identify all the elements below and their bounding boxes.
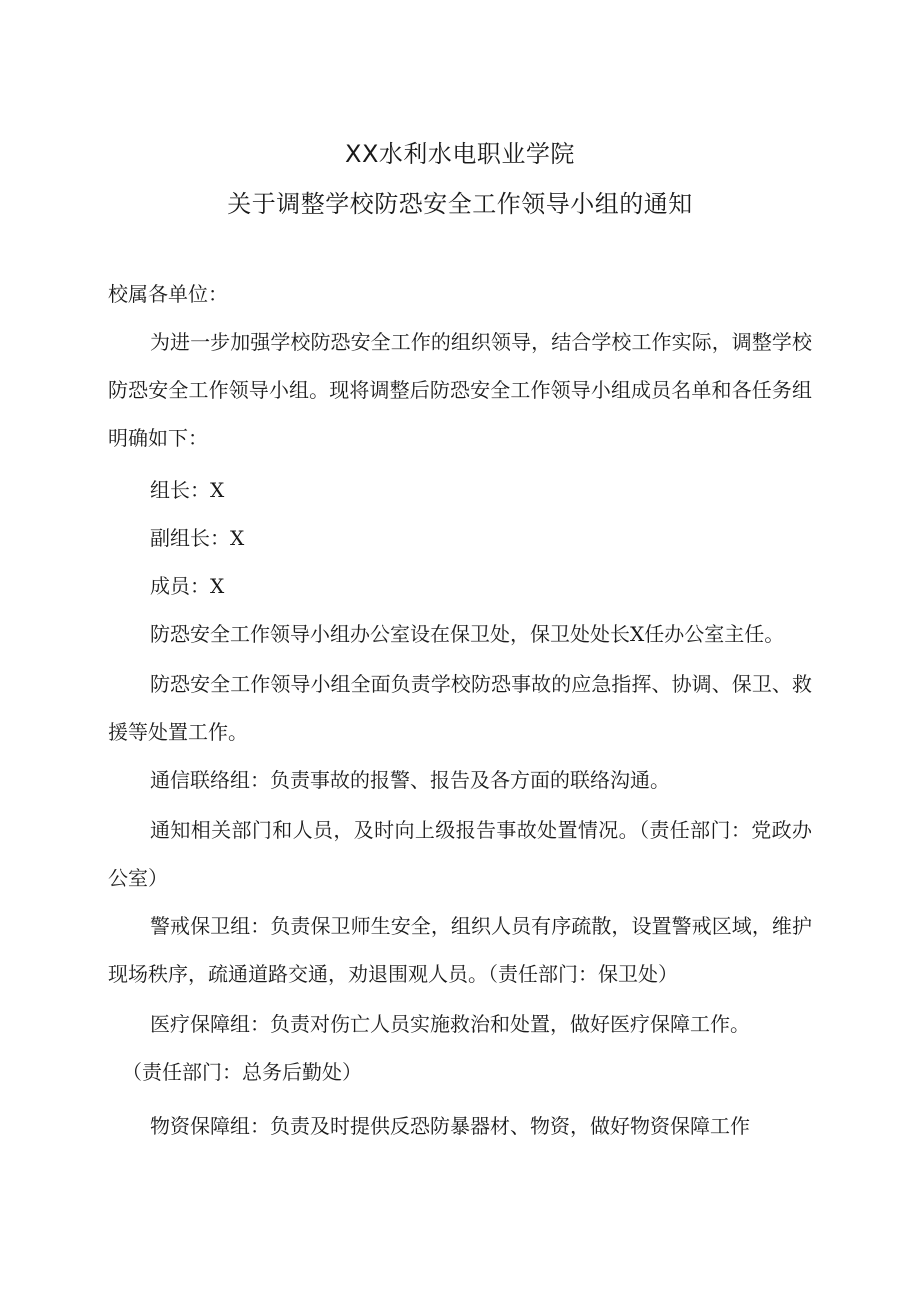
intro-line-1: 为进一步加强学校防恐安全工作的组织领导，结合学校工作实际，调整学校 bbox=[150, 330, 812, 354]
duties-line-2: 援等处置工作。 bbox=[108, 720, 248, 744]
salutation: 校属各单位： bbox=[108, 282, 228, 306]
comm-group-line: 通信联络组：负责事故的报警、报告及各方面的联络沟通。 bbox=[150, 768, 670, 792]
members-line: 成员：X bbox=[150, 574, 225, 598]
duties-line-1: 防恐安全工作领导小组全面负责学校防恐事故的应急指挥、协调、保卫、救 bbox=[150, 672, 812, 696]
comm-notify-line-1: 通知相关部门和人员，及时向上级报告事故处置情况。（责任部门：党政办 bbox=[150, 818, 812, 842]
office-line: 防恐安全工作领导小组办公室设在保卫处，保卫处处长X任办公室主任。 bbox=[150, 622, 785, 646]
medical-dept-line: （责任部门：总务后勤处） bbox=[122, 1060, 362, 1084]
guard-group-line-2: 现场秩序，疏通道路交通，劝退围观人员。（责任部门：保卫处） bbox=[108, 962, 678, 986]
institution-title: XX水利水电职业学院 bbox=[345, 140, 575, 168]
guard-group-line-1: 警戒保卫组：负责保卫师生安全，组织人员有序疏散，设置警戒区域，维护 bbox=[150, 914, 812, 938]
deputy-leader-line: 副组长：X bbox=[150, 526, 245, 550]
intro-line-3: 明确如下： bbox=[108, 426, 208, 450]
intro-line-2: 防恐安全工作领导小组。现将调整后防恐安全工作领导小组成员名单和各任务组 bbox=[108, 378, 812, 402]
leader-line: 组长：X bbox=[150, 478, 225, 502]
supply-group-line: 物资保障组：负责及时提供反恐防暴器材、物资，做好物资保障工作 bbox=[150, 1114, 750, 1138]
medical-group-line: 医疗保障组：负责对伤亡人员实施救治和处置，做好医疗保障工作。 bbox=[150, 1012, 750, 1036]
comm-notify-line-2: 公室） bbox=[108, 866, 168, 890]
notice-title: 关于调整学校防恐安全工作领导小组的通知 bbox=[227, 190, 693, 218]
